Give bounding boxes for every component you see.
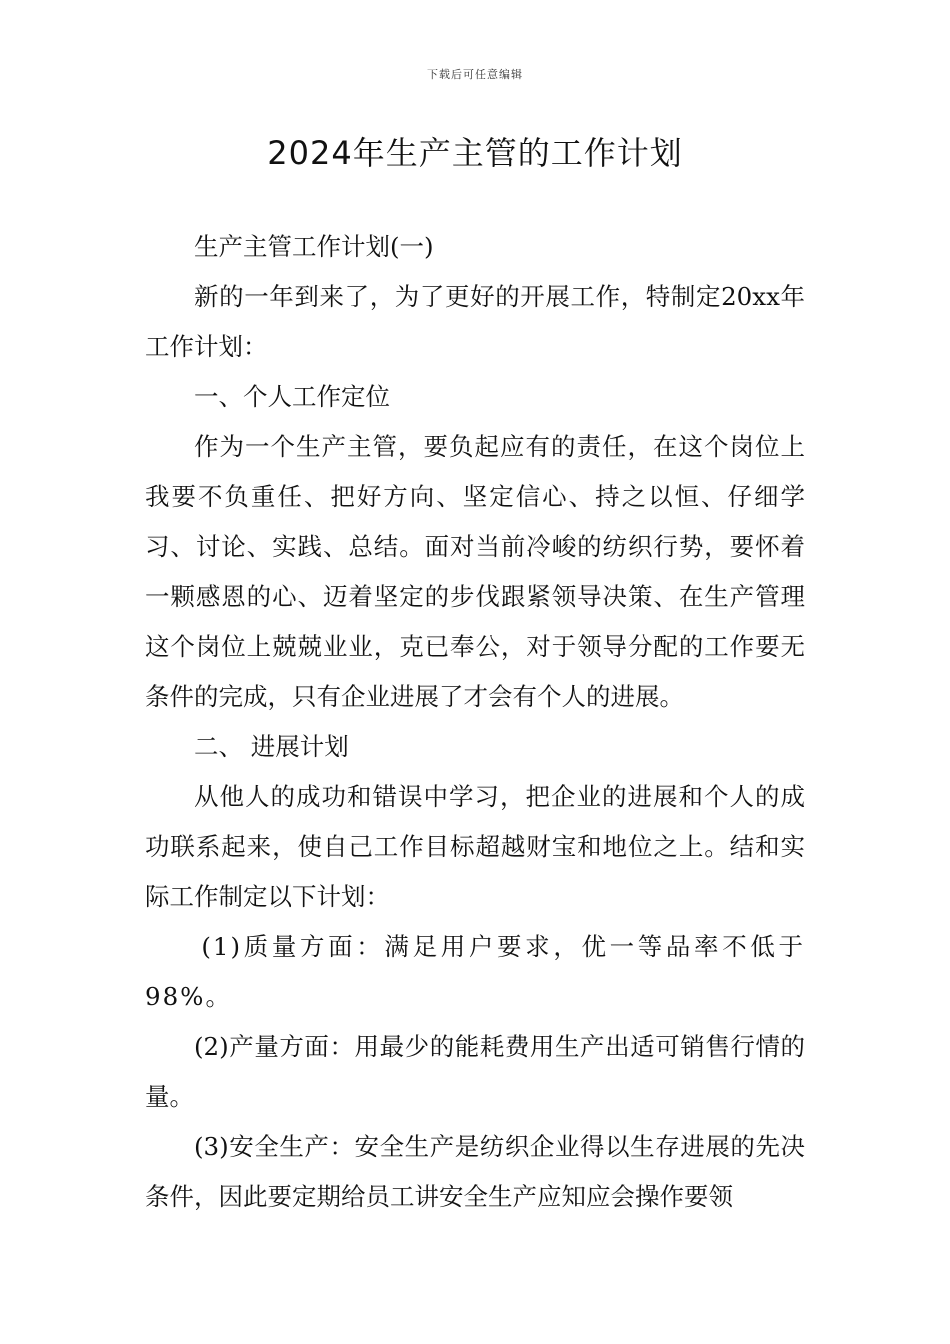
document-title: 2024年生产主管的工作计划: [267, 134, 683, 172]
development-paragraph: 从他人的成功和错误中学习，把企业的进展和个人的成功联系起来，使自己工作目标超越财宝和地位之上。结和实际工作制定以下计划：: [145, 782, 805, 911]
section-heading-plan-one: 生产主管工作计划(一): [194, 232, 434, 261]
page-header-note: 下载后可任意编辑: [427, 68, 523, 81]
intro-paragraph: 新的一年到来了，为了更好的开展工作，特制定20xx年工作计划：: [145, 282, 805, 361]
section-heading-development: 二、 进展计划: [194, 732, 349, 761]
section-heading-positioning: 一、个人工作定位: [194, 382, 390, 411]
plan-item-safety: (3)安全生产：安全生产是纺织企业得以生存进展的先决条件，因此要定期给员工讲安全生产应知应会操作要领: [145, 1132, 805, 1211]
plan-item-output: (2)产量方面：用最少的能耗费用生产出适可销售行情的量。: [145, 1032, 805, 1111]
document-body: [145, 222, 805, 1222]
plan-item-quality: (1)质量方面：满足用户要求，优一等品率不低于98%。: [145, 932, 805, 1011]
positioning-paragraph: 作为一个生产主管，要负起应有的责任，在这个岗位上我要不负重任、把好方向、坚定信心、持之以恒、仔细学习、讨论、实践、总结。面对当前冷峻的纺织行势，要怀着一颗感恩的心、迈着坚定的步伐跟紧领导决策、在生产管理这个岗位上兢兢业业，克已奉公，对于领导分配的工作要无条件的完成，只有企业进展了才会有个人的进展。: [145, 432, 805, 711]
